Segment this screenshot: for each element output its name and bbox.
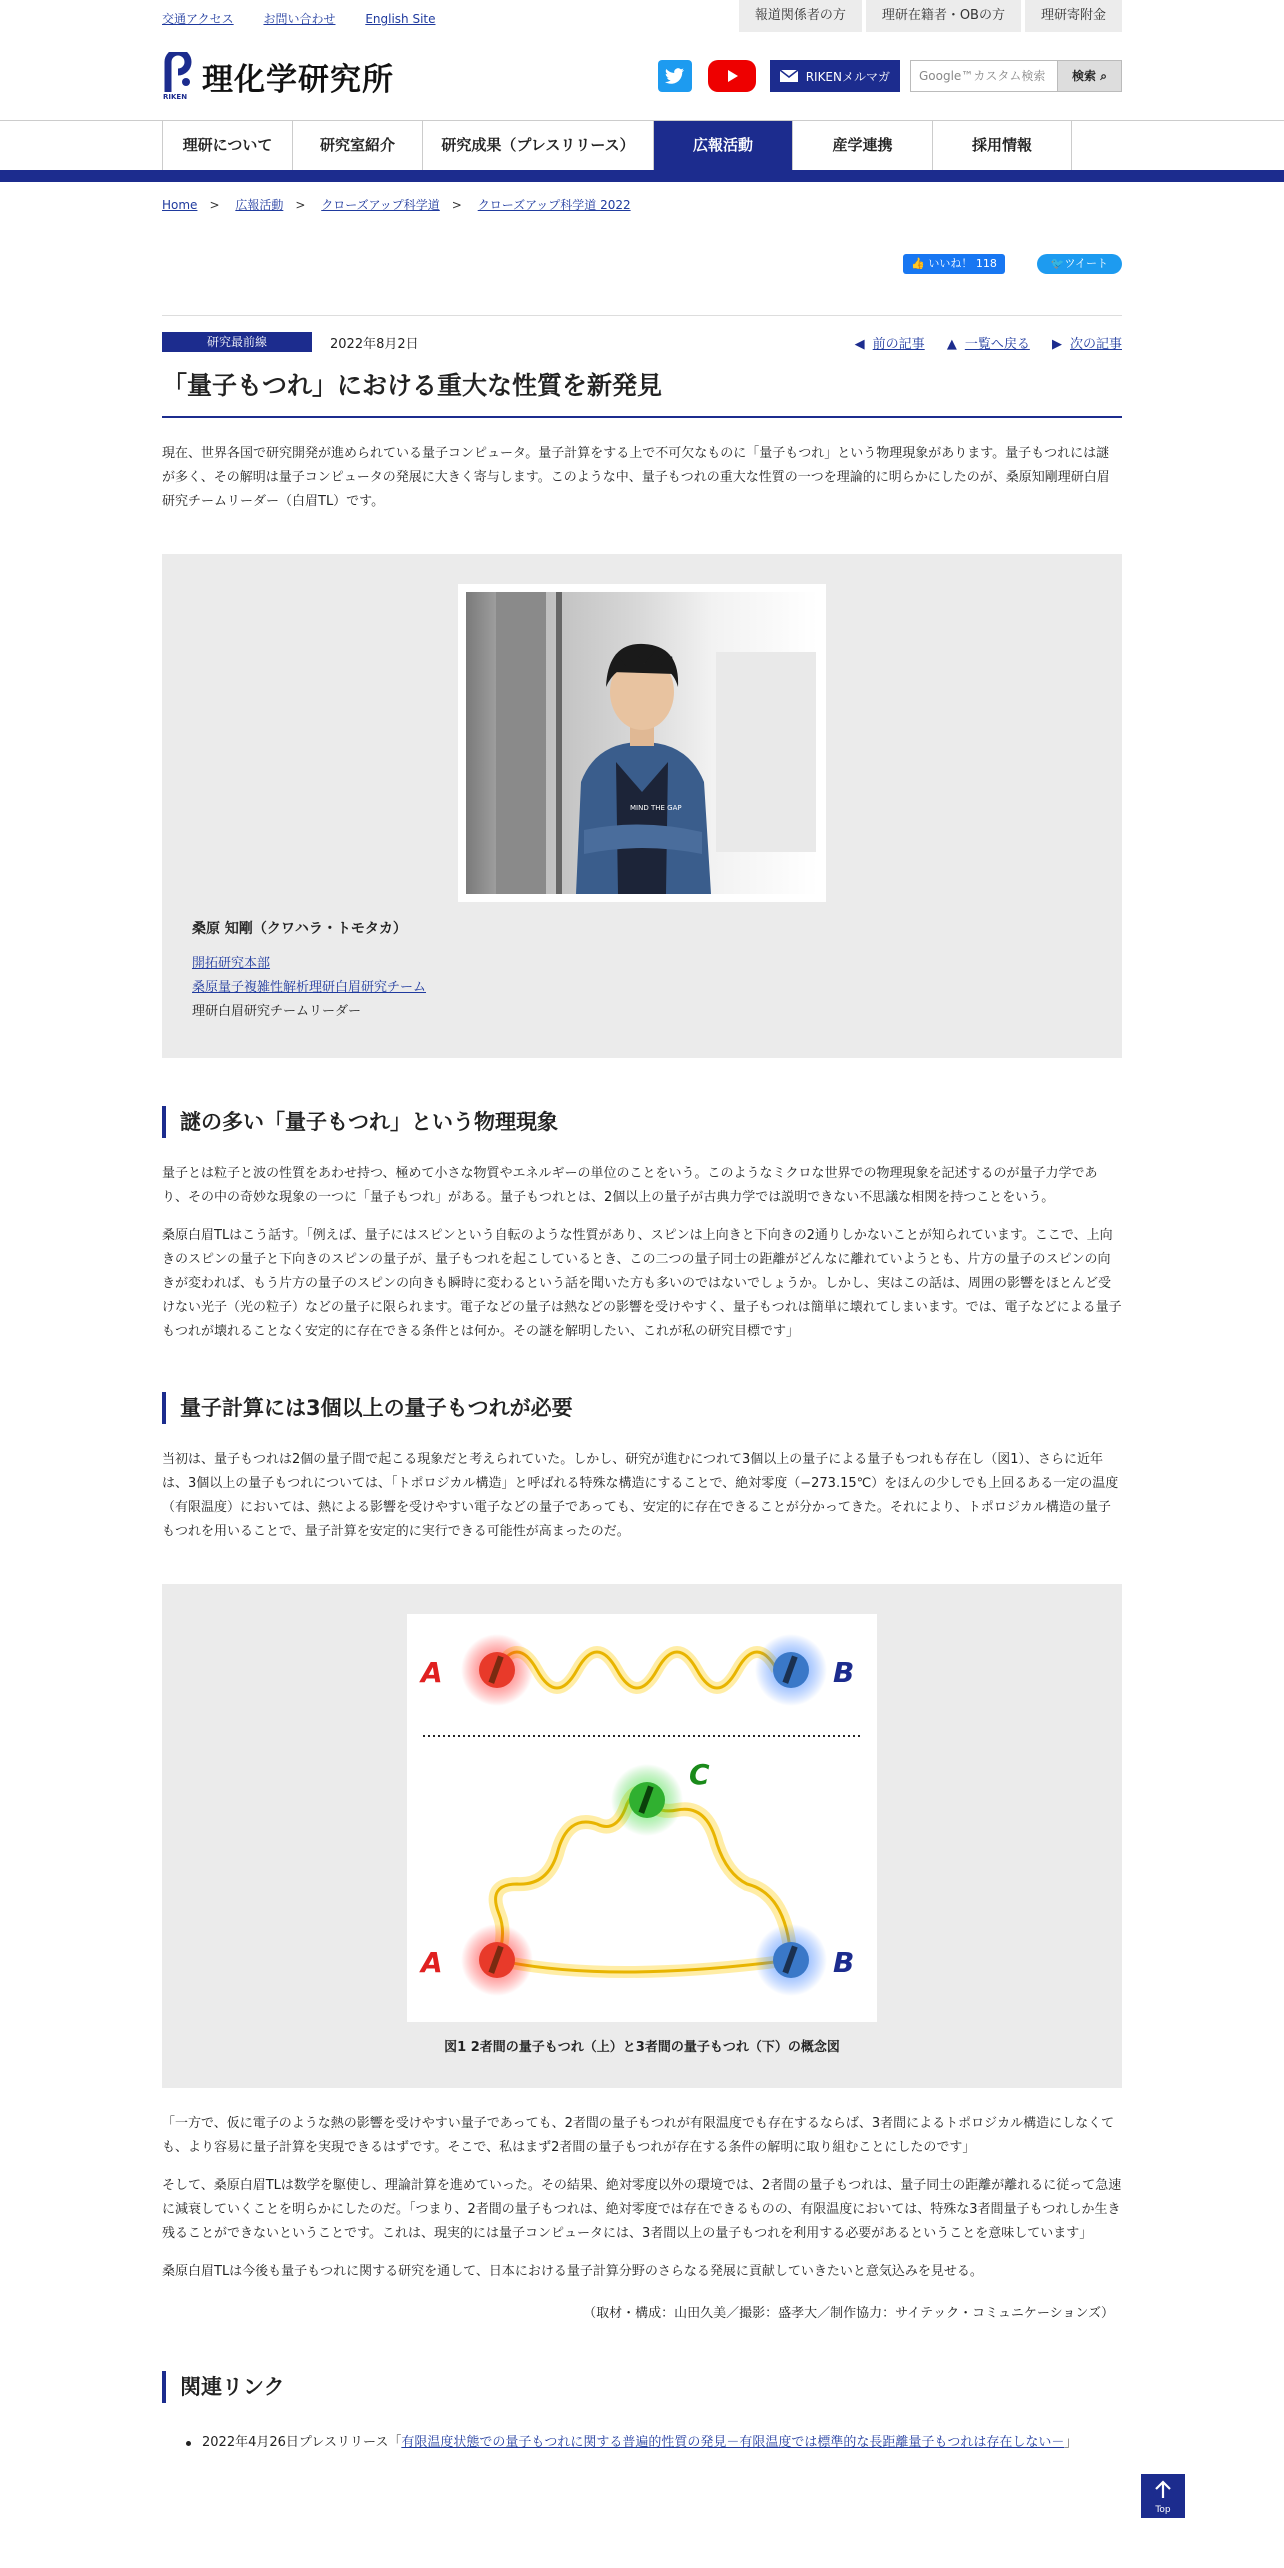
like-label: いいね！ 118: [928, 257, 997, 270]
twitter-icon[interactable]: [658, 60, 692, 92]
breadcrumb-closeup[interactable]: クローズアップ科学道: [321, 198, 440, 212]
section1-paragraph-1: 量子とは粒子と波の性質をあわせ持つ、極めて小さな物質やエネルギーの単位のことをいう。このようなミクロな世界での物理現象を記述するのが量子力学であり、その中の奇妙な現象の一つに「量子もつれ」がある。量子もつれとは、2個以上の量子が古典力学では説明できない不思議な相関を持つことをいう。: [162, 1166, 1098, 1205]
site-search: [910, 60, 1122, 92]
access-link[interactable]: 交通アクセス: [162, 12, 234, 26]
nav-underline: [0, 170, 1284, 182]
chevron-left-icon: ◀: [854, 337, 865, 352]
search-button-label: 検索: [1072, 69, 1097, 83]
breadcrumb: Home > 広報活動 > クローズアップ科学道 > クローズアップ科学道 2022: [162, 198, 631, 212]
section-heading-2: 量子計算には3個以上の量子もつれが必要: [162, 1392, 1122, 1424]
related-prefix: 2022年4月26日プレスリリース「: [202, 2435, 402, 2450]
article-lead: 現在、世界各国で研究開発が進められている量子コンピュータ。量子計算をする上で不可欠なものに「量子もつれ」という物理現象があります。量子もつれには謎が多く、その解明は量子コンピュータの発展に大きく寄与します。このような中、量子もつれの重大な性質の一つを理論的に明らかにしたのが、桑原知剛理研白眉研究チームリーダー（白眉TL）です。: [162, 446, 1110, 509]
nav-labs[interactable]: 研究室紹介: [293, 121, 423, 170]
mailmag-label: RIKENメルマガ: [805, 69, 890, 84]
figure-box: [162, 1584, 1122, 2088]
press-tab[interactable]: 報道関係者の方: [739, 0, 862, 32]
riken-logo[interactable]: [162, 52, 394, 100]
arrow-up-icon: [1141, 2474, 1185, 2502]
svg-text:A: A: [421, 1656, 443, 1689]
section2-paragraph-1: 当初は、量子もつれは2個の量子間で起こる現象だと考えられていた。しかし、研究が進むにつれて3個以上の量子による量子もつれも存在し（図1）、さらに近年は、3個以上の量子もつれについては、「トポロジカル構造」と呼ばれる特殊な構造にすることで、絶対零度（−273.15℃）をほんの少しでも上回るある一定の温度（有限温度）においては、熱による影響を受けやすい電子などの量子であっても、安定的に存在できることが分かってきた。それにより、トポロジカル構造の量子もつれを用いることで、量子計算を安定的に実行できる可能性が高まったのだ。: [162, 1452, 1119, 1539]
back-to-top-button[interactable]: [1141, 2474, 1185, 2518]
global-nav: [0, 120, 1284, 170]
english-site-link[interactable]: English Site: [365, 12, 436, 26]
bird-icon: 🐦: [1050, 257, 1065, 270]
mailmag-button[interactable]: [770, 60, 900, 92]
breadcrumb-closeup-2022[interactable]: クローズアップ科学道 2022: [477, 198, 631, 212]
nav-research-results[interactable]: 研究成果（プレスリリース）: [423, 121, 654, 170]
section1-paragraph-2: 桑原白眉TLはこう話す。「例えば、量子にはスピンという自転のような性質があり、スピンは上向きと下向きの2通りしかないことが知られています。ここで、上向きのスピンの量子と下向きのスピンの量子が、量子もつれを起こしているとき、この二つの量子同士の距離がどんなに離れていようとも、片方の量子のスピンの向きが変われば、もう片方の量子のスピンの向きも瞬時に変わるという話を聞いた方も多いのではないでしょうか。しかし、実はこの話は、周囲の影響をほとんど受けない光子（光の粒子）などの量子に限られます。電子などの量子は熱などの影響を受けやすく、量子もつれは簡単に壊れてしまいます。では、電子などによる量子もつれが壊れることなく安定的に存在できる条件とは何か。その謎を解明したい、これが私の研究目標です」: [162, 1228, 1122, 1339]
svg-text:C: C: [689, 1758, 710, 1791]
utility-bar: [162, 0, 1122, 34]
divider: [162, 315, 1122, 316]
brand-row: [162, 34, 1122, 120]
thumbs-up-icon: 👍: [911, 257, 925, 270]
contact-link[interactable]: お問い合わせ: [263, 12, 336, 26]
category-badge: 研究最前線: [162, 332, 312, 352]
next-article-link[interactable]: 次の記事: [1069, 337, 1122, 352]
section2-paragraph-3: そして、桑原白眉TLは数学を駆使し、理論計算を進めていった。その結果、絶対零度以外の環境では、2者間の量子もつれは、量子同士の距離が離れるに従って急速に減衰していくことを明らかにしたのだ。「つまり、2者間の量子もつれは、絶対零度では存在できるものの、有限温度においては、特殊な3者間量子もつれしか生き残ることができないということです。これは、現実的には量子コンピュータには、3者間以上の量子もつれを利用する必要があるということを意味しています」: [162, 2178, 1122, 2241]
search-icon: ⌕: [1100, 69, 1107, 83]
figure-caption: 図1 2者間の量子もつれ（上）と3者間の量子もつれ（下）の概念図: [444, 2040, 840, 2055]
entanglement-figure: [407, 1614, 877, 2022]
breadcrumb-home[interactable]: Home: [162, 198, 198, 212]
logo-text: 理化学研究所: [202, 61, 394, 98]
back-to-list-link[interactable]: 一覧へ戻る: [964, 337, 1030, 352]
youtube-icon[interactable]: [708, 60, 756, 92]
main-content: [162, 196, 1122, 2455]
related-suffix: 」: [1064, 2435, 1078, 2450]
chevron-up-icon: ▲: [946, 337, 957, 352]
svg-text:B: B: [833, 1656, 855, 1689]
mail-icon: [780, 70, 798, 82]
search-button[interactable]: [1058, 60, 1122, 92]
shirt-print: MIND THE GAP: [630, 804, 682, 812]
breadcrumb-pr[interactable]: 広報活動: [235, 198, 284, 212]
chevron-right-icon: ▶: [1051, 337, 1062, 352]
share-buttons: [903, 254, 1122, 274]
researcher-photo: [458, 584, 826, 902]
team-link[interactable]: 桑原量子複雑性解析理研白眉研究チーム: [192, 980, 427, 995]
svg-text:B: B: [833, 1946, 855, 1979]
article-credit: （取材・構成：山田久美／撮影：盛孝大／制作協力：サイテック・コミュニケーションズ）: [583, 2306, 1114, 2321]
pioneering-research-link[interactable]: 開拓研究本部: [192, 956, 271, 971]
svg-text:A: A: [421, 1946, 443, 1979]
related-press-release-link[interactable]: 有限温度状態での量子もつれに関する普遍的性質の発見－有限温度では標準的な長距離量子もつれは存在しない－: [401, 2435, 1065, 2450]
search-input[interactable]: Google™カスタム検索: [910, 60, 1058, 92]
nav-careers[interactable]: 採用情報: [933, 121, 1072, 170]
tweet-button[interactable]: [1037, 254, 1122, 274]
related-list-item: [162, 2431, 1122, 2455]
nav-pr-activities[interactable]: 広報活動: [654, 121, 793, 170]
article-date: 2022年8月2日: [330, 337, 419, 352]
profile-box: [162, 554, 1122, 1058]
article-nav: [855, 333, 1122, 352]
svg-text:RIKEN: RIKEN: [163, 93, 188, 100]
top-label: Top: [1155, 2505, 1171, 2515]
section2-paragraph-4: 桑原白眉TLは今後も量子もつれに関する研究を通して、日本における量子計算分野のさらなる発展に貢献していきたいと意気込みを見せる。: [162, 2264, 983, 2279]
tweet-label: ツイート: [1064, 257, 1108, 270]
article-title: 「量子もつれ」における重大な性質を新発見: [162, 366, 1122, 418]
nav-about[interactable]: 理研について: [163, 121, 293, 170]
article-meta: [162, 332, 1122, 352]
researcher-role: 理研白眉研究チームリーダー: [192, 1004, 362, 1019]
donation-tab[interactable]: 理研寄附金: [1025, 0, 1122, 32]
related-links-heading: 関連リンク: [162, 2371, 1122, 2403]
researcher-name: 桑原 知剛（クワハラ・トモタカ）: [192, 921, 407, 937]
section2-paragraph-2: 「一方で、仮に電子のような熱の影響を受けやすい量子であっても、2者間の量子もつれが有限温度でも存在するならば、3者間によるトポロジカル構造にしなくても、より容易に量子計算を実現できるはずです。そこで、私はまず2者間の量子もつれが存在する条件の解明に取り組むことにしたのです」: [162, 2116, 1115, 2155]
alumni-tab[interactable]: 理研在籍者・OBの方: [866, 0, 1021, 32]
bullet-icon: [186, 2441, 191, 2446]
section-heading-1: 謎の多い「量子もつれ」という物理現象: [162, 1106, 1122, 1138]
nav-industry[interactable]: 産学連携: [793, 121, 933, 170]
facebook-like-button[interactable]: [903, 254, 1005, 274]
prev-article-link[interactable]: 前の記事: [872, 337, 925, 352]
riken-logo-mark-icon: [162, 52, 194, 100]
